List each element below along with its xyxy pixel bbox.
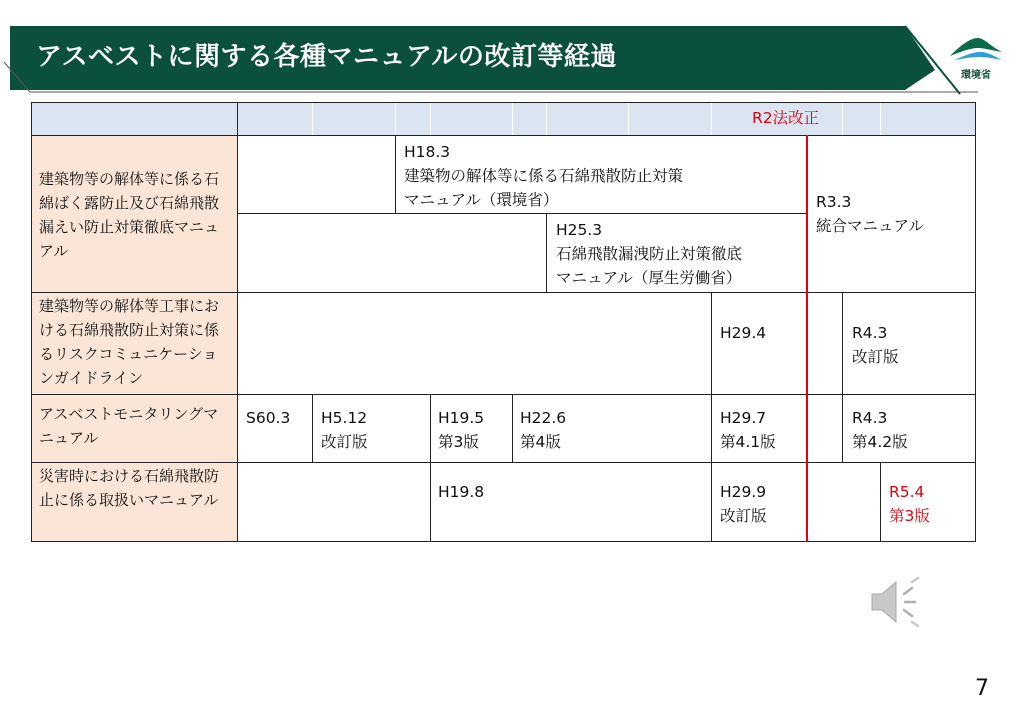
table-line bbox=[430, 462, 431, 542]
entry-r5-4-note: 第3版 bbox=[889, 507, 930, 525]
header-separator bbox=[711, 102, 712, 135]
table-line bbox=[31, 462, 976, 463]
table-line bbox=[880, 462, 881, 542]
table-line bbox=[711, 462, 712, 542]
row-label-disaster-manual: 災害時における石綿飛散防止に係る取扱いマニュアル bbox=[31, 462, 237, 542]
entry-h25-date: H25.3 bbox=[556, 221, 603, 239]
table-border-left bbox=[31, 102, 32, 542]
entry-r4-3-date: R4.3 bbox=[852, 324, 888, 342]
header-separator bbox=[628, 102, 629, 135]
table-line bbox=[395, 135, 396, 213]
entry-h22-note: 第4版 bbox=[520, 433, 561, 451]
ministry-logo-icon bbox=[946, 30, 1006, 66]
header-separator bbox=[546, 102, 547, 135]
ministry-logo bbox=[946, 30, 1006, 82]
entry-s60: S60.3 bbox=[246, 409, 291, 427]
table-line bbox=[512, 394, 513, 462]
entry-h18-publisher: マニュアル（環境省） bbox=[404, 191, 559, 209]
entry-h25-publisher: マニュアル（厚生労働省） bbox=[556, 269, 742, 287]
entry-h5-date: H5.12 bbox=[321, 409, 368, 427]
table-line bbox=[237, 102, 238, 542]
row-label-monitoring-manual: アスベストモニタリングマニュアル bbox=[31, 394, 237, 462]
table-line bbox=[546, 213, 547, 292]
table-border-right bbox=[975, 102, 976, 542]
law-revision-line bbox=[806, 135, 808, 542]
table-header-row bbox=[31, 102, 976, 135]
audio-speaker-icon[interactable] bbox=[868, 574, 930, 630]
entry-r4-3b-date: R4.3 bbox=[852, 409, 888, 427]
page-title: アスベストに関する各種マニュアルの改訂等経過 bbox=[36, 42, 617, 72]
entry-h19-8: H19.8 bbox=[438, 483, 485, 501]
table-border-top bbox=[31, 102, 976, 103]
entry-h29-9-note: 改訂版 bbox=[720, 507, 767, 525]
header-separator bbox=[512, 102, 513, 135]
entry-r3-title: 統合マニュアル bbox=[816, 217, 924, 235]
row-label-risk-communication-guideline: 建築物等の解体等工事における石綿飛散防止対策に係るリスクコミュニケーションガイドライン bbox=[31, 292, 237, 394]
entry-r4-3-note: 改訂版 bbox=[852, 348, 899, 366]
table-line bbox=[31, 135, 976, 136]
entry-h19-5-note: 第3版 bbox=[438, 433, 479, 451]
table-line bbox=[312, 394, 313, 462]
entry-h19-5-date: H19.5 bbox=[438, 409, 485, 427]
entry-h29-7-note: 第4.1版 bbox=[720, 433, 776, 451]
title-bar bbox=[0, 0, 1015, 100]
header-separator bbox=[312, 102, 313, 135]
table-line bbox=[31, 292, 976, 293]
entry-r3-date: R3.3 bbox=[816, 193, 852, 211]
table-line bbox=[31, 394, 976, 395]
table-line bbox=[842, 292, 843, 394]
header-separator bbox=[395, 102, 396, 135]
row-label-dismantling-manual: 建築物等の解体等に係る石綿ばく露防止及び石綿飛散漏えい防止対策徹底マニュアル bbox=[31, 135, 237, 292]
header-separator bbox=[880, 102, 881, 135]
entry-h5-note: 改訂版 bbox=[321, 433, 368, 451]
entry-h29-4: H29.4 bbox=[720, 324, 767, 342]
entry-r4-3b-note: 第4.2版 bbox=[852, 433, 908, 451]
entry-h18-date: H18.3 bbox=[404, 143, 451, 161]
table-border-bottom bbox=[31, 541, 976, 542]
entry-h29-9-date: H29.9 bbox=[720, 483, 767, 501]
table-line bbox=[237, 213, 807, 214]
table-line bbox=[430, 394, 431, 462]
entry-h25-title: 石綿飛散漏洩防止対策徹底 bbox=[556, 245, 743, 263]
table-line bbox=[711, 394, 712, 462]
header-separator bbox=[430, 102, 431, 135]
entry-h22-date: H22.6 bbox=[520, 409, 567, 427]
entry-h18-title: 建築物の解体等に係る石綿飛散防止対策 bbox=[404, 167, 684, 185]
header-separator bbox=[842, 102, 843, 135]
table-line bbox=[711, 292, 712, 394]
table-line bbox=[842, 394, 843, 462]
entry-r5-4-date: R5.4 bbox=[889, 483, 925, 501]
law-revision-label: R2法改正 bbox=[752, 109, 820, 127]
page-number: 7 bbox=[975, 676, 989, 701]
entry-h29-7-date: H29.7 bbox=[720, 409, 767, 427]
logo-text: 環境省 bbox=[961, 70, 991, 81]
